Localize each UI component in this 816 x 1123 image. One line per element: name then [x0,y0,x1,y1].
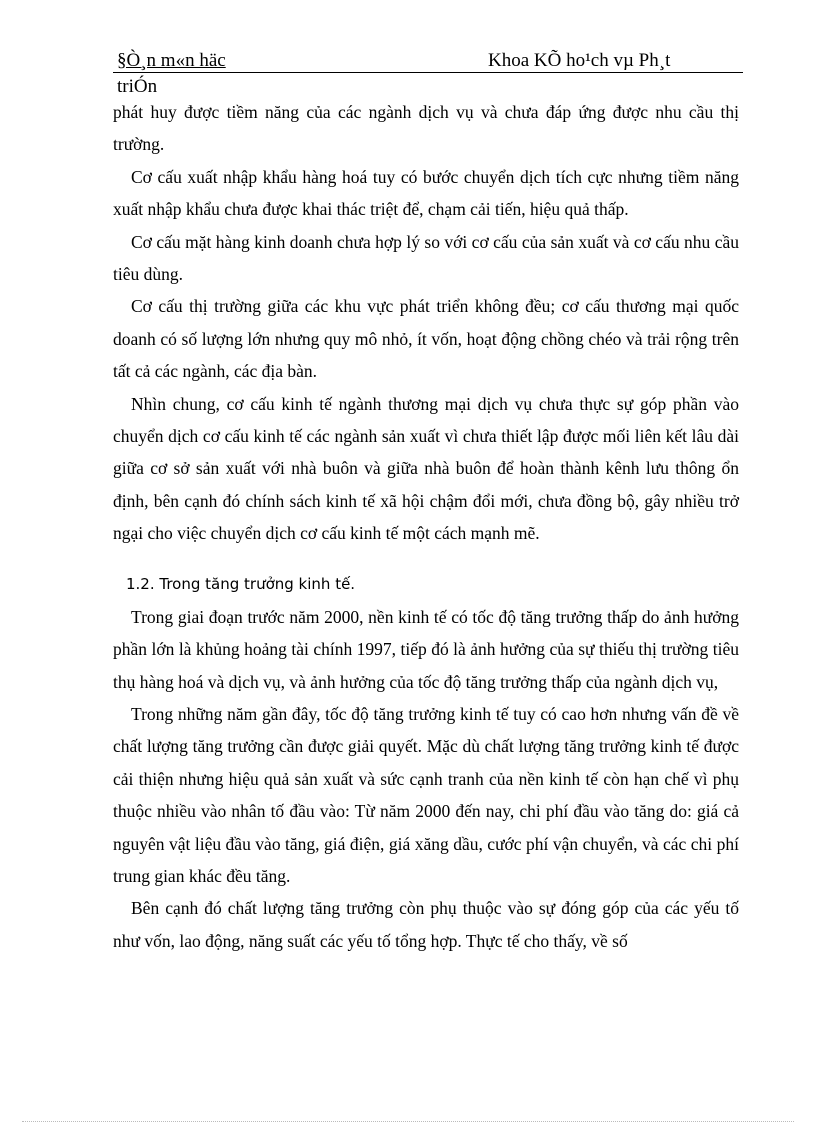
paragraph: Cơ cấu thị trường giữa các khu vực phát triển không đều; cơ cấu thương mại quốc doanh có số lượng lớn nhưng quy mô nhỏ, ít vốn, hoạt động chồng chéo và trải rộng trên tất cả các ngành, các địa bàn. [113,296,739,382]
paragraph: Trong giai đoạn trước năm 2000, nền kinh tế có tốc độ tăng trưởng thấp do ảnh hưởng phần lớn là khủng hoảng tài chính 1997, tiếp đó là ảnh hưởng của sự thiếu thị trường tiêu thụ hàng hoá và dịch vụ, và ảnh hưởng của tốc độ tăng trưởng thấp của ngành dịch vụ, [113,606,739,692]
paragraph: Cơ cấu mặt hàng kinh doanh chưa hợp lý so với cơ cấu của sản xuất và cơ cấu nhu cầu tiêu dùng. [113,231,739,285]
paragraph: Nhìn chung, cơ cấu kinh tế ngành thương mại dịch vụ chưa thực sự góp phần vào chuyển dịch cơ cấu kinh tế các ngành sản xuất vì chưa thiết lập được mối liên kết lâu dài giữa cơ sở sản xuất với nhà buôn và giữa nhà buôn để hoàn thành kênh lưu thông ổn định, bên cạnh đó chính sách kinh tế xã hội chậm đổi mới, chưa đồng bộ, gây nhiều trở ngại cho việc chuyển dịch cơ cấu kinh tế một cách mạnh mẽ. [113,393,739,544]
paragraph: Cơ cấu xuất nhập khẩu hàng hoá tuy có bước chuyển dịch tích cực nhưng tiềm năng xuất nhập khẩu chưa được khai thác triệt để, chạm cải tiến, hiệu quả thấp. [113,166,739,220]
paragraph: Trong những năm gần đây, tốc độ tăng trưởng kinh tế tuy có cao hơn nhưng vấn đề về chất lượng tăng trưởng cần được giải quyết. Mặc dù chất lượng tăng trưởng kinh tế được cải thiện nhưng hiệu quả sản xuất và sức cạnh tranh của nền kinh tế còn hạn chế vì phụ thuộc nhiều vào nhân tố đầu vào: Từ năm 2000 đến nay, chi phí đầu vào tăng do: giá cả nguyên vật liệu đầu vào tăng, giá điện, giá xăng dầu, cước phí vận chuyển, và các chi phí trung gian khác đều tăng. [113,703,739,886]
section-heading: 1.2. Trong tăng trưởng kinh tế. [126,574,356,593]
page-bottom-divider [22,1121,794,1122]
header-left-text: §Ò¸n m«n häc [117,50,226,71]
paragraph: Bên cạnh đó chất lượng tăng trưởng còn phụ thuộc vào sự đóng góp của các yếu tố như vốn, lao động, năng suất các yếu tố tổng hợp. Thực tế cho thấy, về số [113,898,739,951]
header-wrap-text: triÓn [117,76,158,97]
header-right-text: Khoa KÕ ho¹ch vµ Ph¸t [488,50,671,71]
document-body [113,96,739,957]
paragraph: phát huy được tiềm năng của các ngành dịch vụ và chưa đáp ứng được nhu cầu thị trường. [113,102,739,155]
page-header [113,50,743,73]
